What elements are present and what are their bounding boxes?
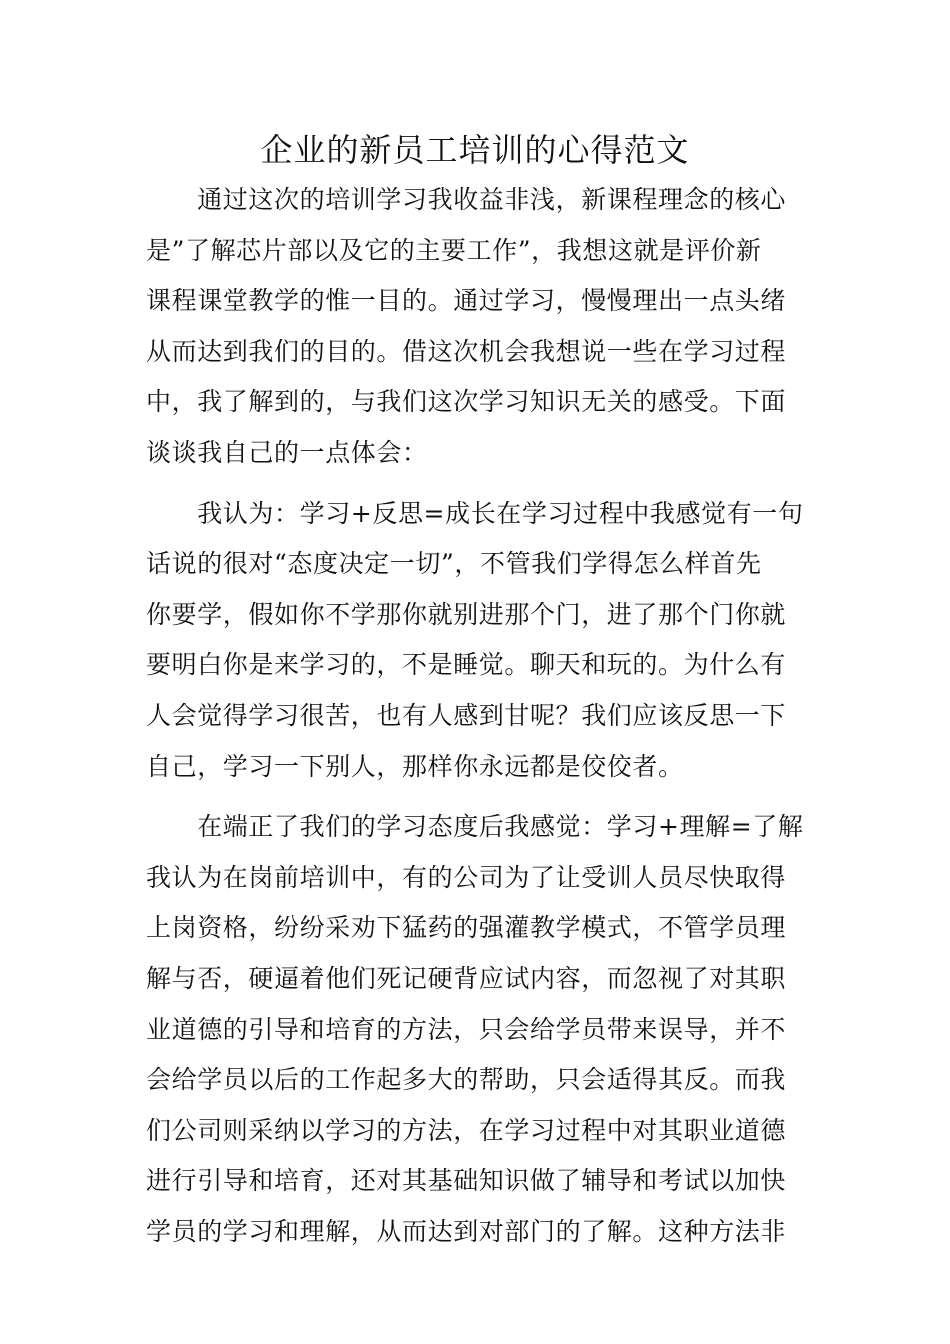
text-line: 在端正了我们的学习态度后我感觉：学习+理解=了解 <box>146 812 804 842</box>
text-line: 从而达到我们的目的。借这次机会我想说一些在学习过程 <box>146 336 787 366</box>
paragraph-gap <box>146 479 806 489</box>
text-line: 人会觉得学习很苦，也有人感到甘呢？我们应该反思一下 <box>146 700 787 730</box>
text-line: 谈谈我自己的一点体会： <box>146 437 428 467</box>
text-line: 话说的很对“态度决定一切”，不管我们学得怎么样首先 <box>146 549 762 579</box>
paragraph-gap <box>146 792 806 802</box>
text-line: 会给学员以后的工作起多大的帮助，只会适得其反。而我 <box>146 1065 787 1095</box>
paragraph-3 <box>146 802 806 1257</box>
text-line: 是”了解芯片部以及它的主要工作”，我想这就是评价新 <box>146 235 762 265</box>
document-body <box>146 175 806 1257</box>
text-line: 自己，学习一下别人，那样你永远都是佼佼者。 <box>146 751 684 781</box>
text-line: 课程课堂教学的惟一目的。通过学习，慢慢理出一点头绪 <box>146 286 787 316</box>
text-line: 们公司则采纳以学习的方法，在学习过程中对其职业道德 <box>146 1115 787 1145</box>
paragraph-2 <box>146 489 806 793</box>
paragraph-1 <box>146 175 806 479</box>
text-line: 我认为：学习+反思=成长在学习过程中我感觉有一句 <box>146 498 804 528</box>
text-line: 解与否，硬逼着他们死记硬背应试内容，而忽视了对其职 <box>146 963 787 993</box>
document-title: 企业的新员工培训的心得范文 <box>260 131 690 169</box>
text-line: 学员的学习和理解，从而达到对部门的了解。这种方法非 <box>146 1216 787 1246</box>
text-line: 中，我了解到的，与我们这次学习知识无关的感受。下面 <box>146 387 787 417</box>
text-line: 要明白你是来学习的，不是睡觉。聊天和玩的。为什么有 <box>146 650 787 680</box>
text-line: 上岗资格，纷纷采劝下猛药的强灌教学模式，不管学员理 <box>146 913 787 943</box>
text-line: 你要学，假如你不学那你就别进那个门，进了那个门你就 <box>146 599 787 629</box>
text-line: 我认为在岗前培训中，有的公司为了让受训人员尽快取得 <box>146 862 787 892</box>
text-line: 通过这次的培训学习我收益非浅，新课程理念的核心 <box>146 185 787 214</box>
text-line: 进行引导和培育，还对其基础知识做了辅导和考试以加快 <box>146 1166 787 1196</box>
text-line: 业道德的引导和培育的方法，只会给学员带来误导，并不 <box>146 1014 787 1044</box>
